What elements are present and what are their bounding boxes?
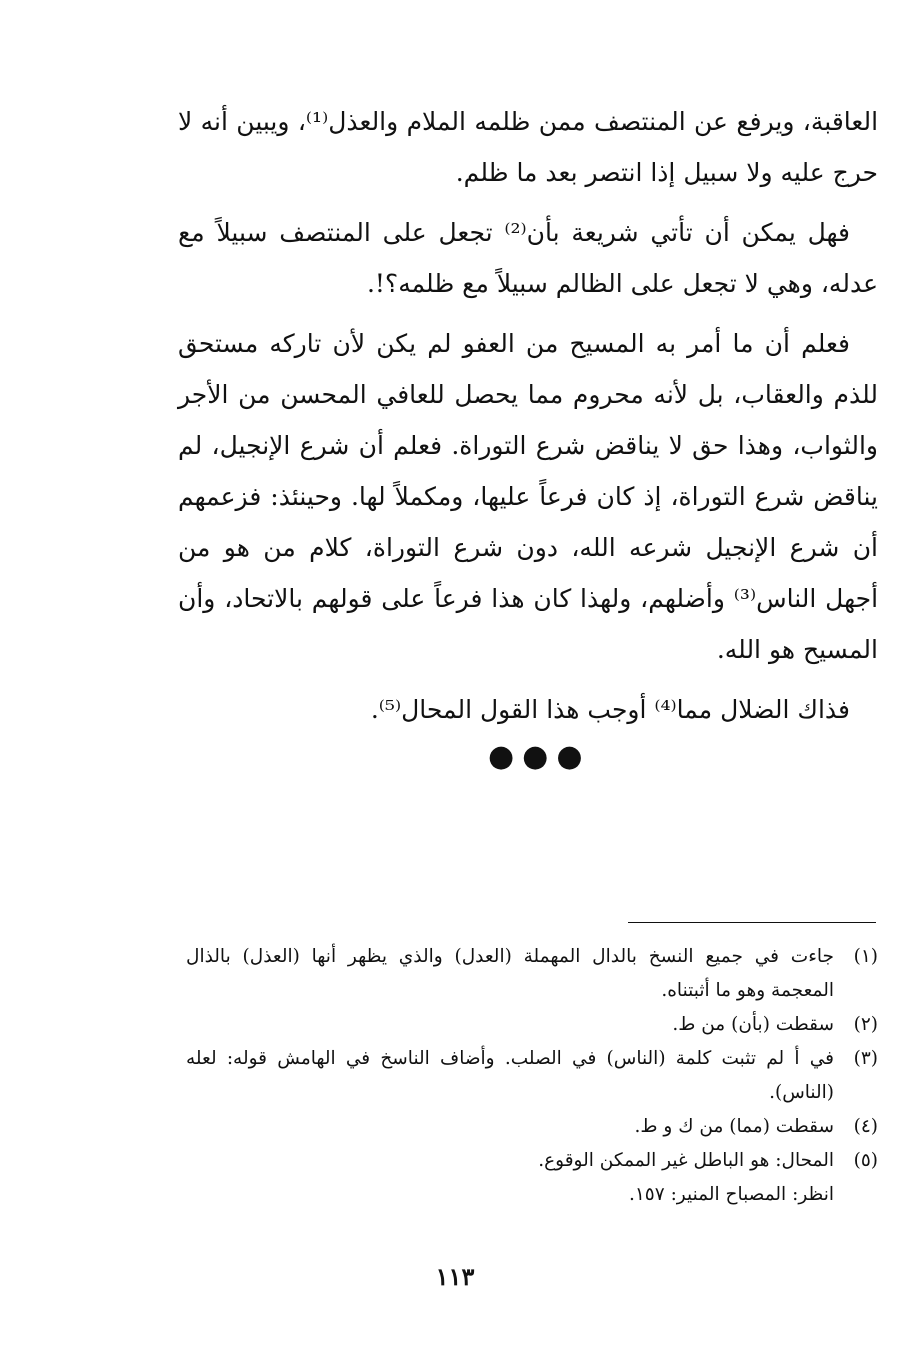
paragraph: فهل يمكن أن تأتي شريعة بأن⁽²⁾ تجعل على المنتصف سبيلاً مع عدله، وهي لا تجعل على الظالم سبيلاً مع ظلمه؟!. bbox=[178, 218, 878, 298]
footnote-text: سقطت (مما) من ك و ط. bbox=[634, 1116, 834, 1137]
main-text bbox=[178, 96, 878, 744]
page-number: ١١٣ bbox=[435, 1262, 475, 1291]
footnote-divider bbox=[628, 922, 876, 923]
footnote-item bbox=[186, 940, 878, 1008]
paragraph: فعلم أن ما أمر به المسيح من العفو لم يكن لأن تاركه مستحق للذم والعقاب، بل لأنه محروم مما يحصل للعافي المحسن من الأجر والثواب، وهذا حق لا يناقض شرع التوراة. فعلم أن شرع الإنجيل، لم يناقض شرع التوراة، إذ كان فرعاً عليها، ومكملاً لها. وحينئذ: فزعمهم أن شرع الإنجيل شرعه الله، دون شرع التوراة، كلام من هو من أجهل الناس⁽³⁾ وأضلهم، ولهذا كان هذا فرعاً على قولهم بالاتحاد، وأن المسيح هو الله. bbox=[178, 329, 879, 664]
footnote-number: (٥) bbox=[853, 1150, 878, 1171]
footnote-number: (١) bbox=[853, 946, 878, 967]
footnote-text: سقطت (بأن) من ط. bbox=[672, 1014, 834, 1035]
footnote-item bbox=[186, 1008, 878, 1042]
footnote-text: المحال: هو الباطل غير الممكن الوقوع. bbox=[538, 1150, 834, 1171]
footnote-number: (٤) bbox=[853, 1116, 878, 1137]
footnote-text: جاءت في جميع النسخ بالدال المهملة (العدل) والذي يظهر أنها (العذل) بالذال المعجمة وهو ما أثبتناه. bbox=[186, 946, 834, 1001]
footnote-reference: انظر: المصباح المنير: ١٥٧. bbox=[628, 1184, 834, 1205]
footnote-number: (٣) bbox=[853, 1048, 878, 1069]
footnote-item bbox=[186, 1144, 878, 1178]
footnote-item bbox=[186, 1110, 878, 1144]
footnote-text: في أ لم تثبت كلمة (الناس) في الصلب. وأضاف الناسخ في الهامش قوله: لعله (الناس). bbox=[186, 1048, 834, 1103]
footnote-item bbox=[186, 1042, 878, 1110]
paragraph: العاقبة، ويرفع عن المنتصف ممن ظلمه الملام والعذل⁽¹⁾، ويبين أنه لا حرج عليه ولا سبيل إذا انتصر بعد ما ظلم. bbox=[178, 107, 879, 187]
section-separator: ●●● bbox=[488, 739, 591, 774]
paragraph: فذاك الضلال مما⁽⁴⁾ أوجب هذا القول المحال⁽⁵⁾. bbox=[370, 695, 850, 724]
footnotes bbox=[186, 940, 878, 1212]
footnote-number: (٢) bbox=[853, 1014, 878, 1035]
